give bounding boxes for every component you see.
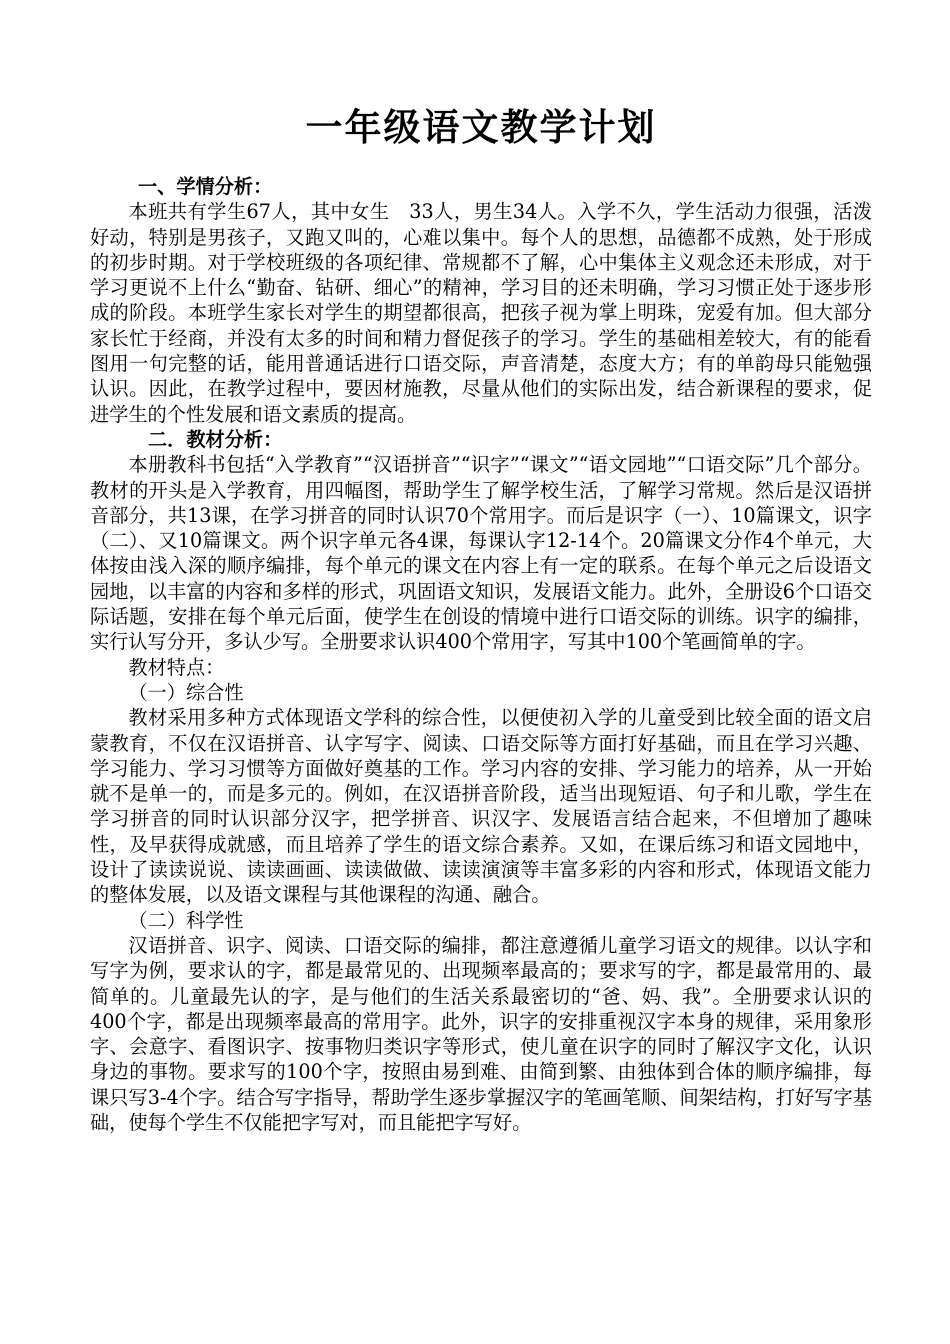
feature-heading-scientific: （二）科学性	[128, 908, 244, 932]
features-label: 教材特点：	[128, 655, 225, 679]
section-heading-student-analysis: 一、学情分析：	[138, 175, 273, 198]
document-title: 一年级语文教学计划	[305, 106, 657, 149]
paragraph-textbook-analysis: 本册教科书包括“入学教育”“汉语拼音”“识字”“课文”“语文园地”“口语交际”几个部分。教材的开头是入学教育，用四幅图，帮助学生了解学校生活，了解学习常规。然后是汉语拼音部分，共13课，在学习拼音的同时认识70个常用字。而后是识字（一）、10篇课文，识字（二）、又10篇课文。两个识字单元各4课，每课认字12-14个。20篇课文分作4个单元，大体按由浅入深的顺序编排，每个单元的课文在内容上有一定的联系。在每个单元之后设语文园地，以丰富的内容和多样的形式，巩固语文知识，发展语文能力。此外，全册设6个口语交际话题，安排在每个单元后面，使学生在创设的情境中进行口语交际的训练。识字的编排，实行认写分开，多认少写。全册要求认识400个常用字，写其中100个笔画简单的字。	[90, 453, 872, 654]
feature-heading-comprehensive: （一）综合性	[128, 680, 244, 704]
paragraph-student-analysis: 本班共有学生67人，其中女生 33人，男生34人。入学不久，学生活动力很强，活泼好动，特别是男孩子，又跑又叫的，心难以集中。每个人的思想，品德都不成熟，处于形成的初步时期。对于学校班级的各项纪律、常规都不了解，心中集体主义观念还未形成，对于学习更说不上什么“勤奋、钻研、细心”的精神，学习目的还未明确，学习习惯正处于逐步形成的阶段。本班学生家长对学生的期望都很高，把孩子视为掌上明珠，宠爱有加。但大部分家长忙于经商，并没有太多的时间和精力督促孩子的学习。学生的基础相差较大，有的能看图用一句完整的话，能用普通话进行口语交际，声音清楚，态度大方；有的单韵母只能勉强认识。因此，在教学过程中，要因材施教，尽量从他们的实际出发，结合新课程的要求，促进学生的个性发展和语文素质的提高。	[90, 200, 872, 426]
document-page	[90, 0, 872, 1135]
paragraph-comprehensive: 教材采用多种方式体现语文学科的综合性，以便使初入学的儿童受到比较全面的语文启蒙教育，不仅在汉语拼音、认字写字、阅读、口语交际等方面打好基础，而且在学习兴趣、学习能力、学习习惯等方面做好奠基的工作。学习内容的安排、学习能力的培养，从一开始就不是单一的，而是多元的。例如，在汉语拼音阶段，适当出现短语、句子和儿歌，学生在学习拼音的同时认识部分汉字，把学拼音、识汉字、发展语言结合起来，不但增加了趣味性，及早获得成就感，而且培养了学生的语文综合素养。又如，在课后练习和语文园地中，设计了读读说说、读读画画、读读做做、读读演演等丰富多彩的内容和形式，体现语文能力的整体发展，以及语文课程与其他课程的沟通、融合。	[90, 706, 872, 907]
paragraph-scientific: 汉语拼音、识字、阅读、口语交际的编排，都注意遵循儿童学习语文的规律。以认字和写字为例，要求认的字，都是最常见的、出现频率最高的；要求写的字，都是最常用的、最简单的。儿童最先认的字，是与他们的生活关系最密切的“爸、妈、我”。全册要求认识的400个字，都是出现频率最高的常用字。此外，识字的安排重视汉字本身的规律，采用象形字、会意字、看图识字、按事物归类识字等形式，使儿童在识字的同时了解汉字文化，认识身边的事物。要求写的100个字，按照由易到难、由简到繁、由独体到合体的顺序编排，每课只写3-4个字。结合写字指导，帮助学生逐步掌握汉字的笔画笔顺、间架结构，打好写字基础，使每个学生不仅能把字写对，而且能把字写好。	[90, 933, 872, 1134]
document-body	[90, 174, 872, 1135]
section-heading-textbook-analysis: 二．教材分析：	[148, 427, 283, 451]
